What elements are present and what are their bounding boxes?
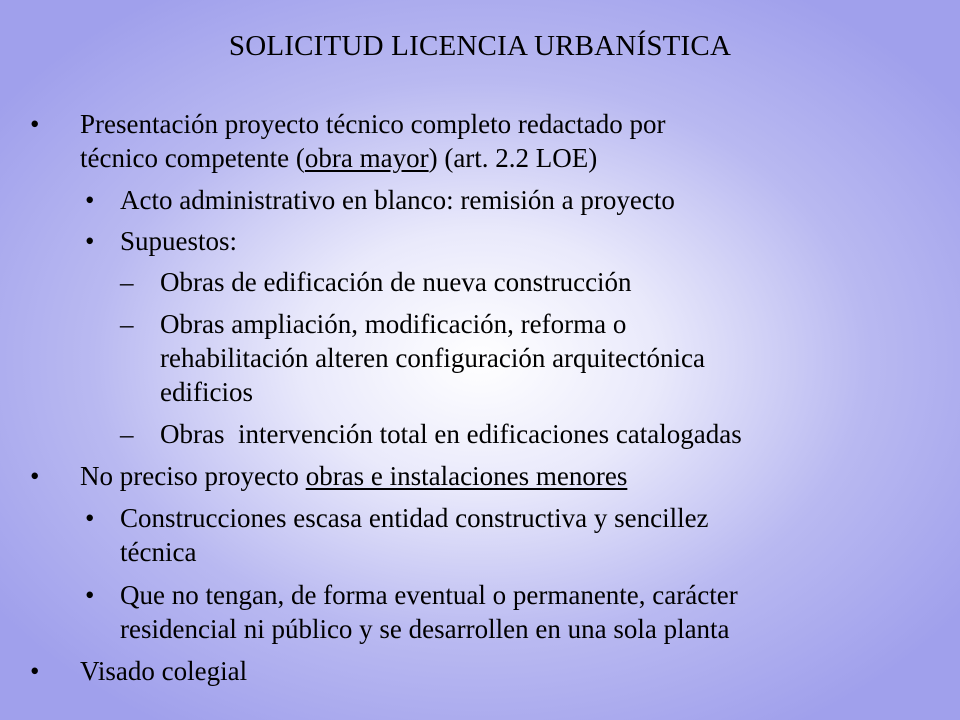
bullet-text-line: edificios xyxy=(160,377,253,407)
underlined-term: obra mayor xyxy=(304,143,429,173)
text-segment: técnico competente ( xyxy=(80,143,305,173)
dash-marker: – xyxy=(120,419,134,449)
text-segment: No preciso proyecto xyxy=(80,461,306,491)
dash-marker: – xyxy=(120,309,134,339)
bullet-text-line: rehabilitación alteren configuración arquitectónica xyxy=(160,343,705,373)
bullet-text-line: Acto administrativo en blanco: remisión a proyecto xyxy=(120,185,675,215)
bullet-text-line: Visado colegial xyxy=(80,656,248,686)
bullet-text-line: Supuestos: xyxy=(120,226,238,256)
bullet-text-line: técnica xyxy=(120,537,197,567)
dash-marker: – xyxy=(120,267,134,297)
bullet-text-line: Obras ampliación, modificación, reforma o xyxy=(160,309,627,339)
bullet-text-line: Construcciones escasa entidad constructiva y sencillez xyxy=(120,503,709,533)
bullet-marker: • xyxy=(85,503,95,533)
bullet-marker: • xyxy=(30,461,40,491)
bullet-text-line: Que no tengan, de forma eventual o permanente, carácter xyxy=(120,580,738,610)
bullet-text-line: Obras de edificación de nueva construcción xyxy=(160,267,632,297)
bullet-text-line xyxy=(80,145,597,172)
bullet-marker: • xyxy=(85,226,95,256)
text-segment: ) (art. 2.2 LOE) xyxy=(428,143,598,173)
bullet-text-line: residencial ni público y se desarrollen en una sola planta xyxy=(120,614,730,644)
bullet-marker: • xyxy=(30,656,40,686)
bullet-marker: • xyxy=(85,185,95,215)
bullet-text-line xyxy=(80,463,627,490)
bullet-marker: • xyxy=(30,109,40,139)
bullet-text-line: Obras intervención total en edificaciones catalogadas xyxy=(160,419,742,449)
underlined-term: obras e instalaciones menores xyxy=(305,461,628,491)
bullet-text-line: Presentación proyecto técnico completo redactado por xyxy=(80,109,666,139)
bullet-marker: • xyxy=(85,580,95,610)
slide-title: SOLICITUD LICENCIA URBANÍSTICA xyxy=(228,30,732,62)
